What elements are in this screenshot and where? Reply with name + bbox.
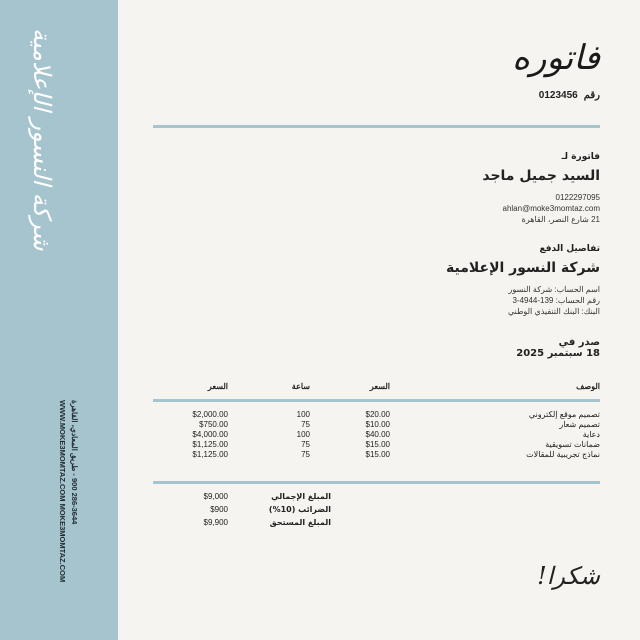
header-description: الوصف [576,382,600,391]
bill-to-section [482,152,600,225]
sidebar-contact-line1: 286-3644 900 - طريق المعادي، القاهرة [70,400,79,525]
row-description: تصميم موقع إلكتروني [528,410,600,419]
tax-label: الضرائب (10%) [268,505,331,514]
header-amount: السعر [207,382,228,391]
row-amount: $1,125.00 [192,440,228,449]
row-description: تصميم شعار [559,420,600,429]
bill-to-phone: 0122297095 [555,193,600,202]
row-qty: 100 [296,430,310,439]
tax-row [153,505,600,518]
payment-bank: البنك: البنك التنفيذي الوطني [507,307,600,316]
issued-label: صدر في [558,337,600,348]
bill-to-address: 21 شارع النصر، القاهرة [521,215,600,224]
table-row [153,440,600,449]
divider-totals [153,481,600,484]
sidebar-contact [56,400,80,582]
due-label: المبلغ المستحق [269,518,331,527]
row-price: $10.00 [365,420,390,429]
invoice-title: فاتوره [512,38,600,78]
invoice-main [118,0,640,640]
issued-date: 18 سبتمبر 2025 [516,348,600,359]
row-description: نماذج تجريبية للمقالات [526,450,600,459]
due-row [153,518,600,531]
table-header [153,382,600,396]
table-row [153,430,600,439]
payment-account-name: اسم الحساب: شركة النسور [508,285,600,294]
row-description: دعاية [582,430,600,439]
bill-to-name: السيد جميل ماجد [482,168,600,184]
row-price: $15.00 [365,450,390,459]
row-amount: $750.00 [199,420,228,429]
bill-to-email: ahlan@moke3momtaz.com [502,204,600,213]
invoice-number-value: 0123456 [538,90,578,101]
payment-label: تفاصيل الدفع [539,244,600,254]
subtotal-label: المبلغ الإجمالي [271,492,331,501]
issued-section [516,337,600,359]
divider-top [153,125,600,128]
table-row [153,450,600,459]
table-row [153,410,600,419]
row-price: $20.00 [365,410,390,419]
row-price: $15.00 [365,440,390,449]
invoice-number-label: رقم [583,90,600,101]
header-price: السعر [369,382,390,391]
due-value: $9,900 [203,518,228,527]
sidebar [0,0,118,640]
subtotal-value: $9,000 [203,492,228,501]
table-row [153,420,600,429]
totals-section [153,492,600,537]
row-qty: 75 [301,450,310,459]
subtotal-row [153,492,600,505]
row-qty: 75 [301,440,310,449]
divider-table-header [153,399,600,402]
row-price: $40.00 [365,430,390,439]
row-amount: $2,000.00 [192,410,228,419]
row-qty: 100 [296,410,310,419]
row-description: ضمانات تسويقية [545,440,600,449]
row-amount: $1,125.00 [192,450,228,459]
thanks-note: شكرا! [537,562,600,590]
payment-company: شركة النسور الإعلامية [446,260,600,276]
sidebar-brand: شركة النسور الإعلامية [28,28,56,251]
sidebar-contact-line2: WWW.MOKE3MOMTAZ.COM MOKE3MOMTAZ.COM [58,400,67,583]
items-table [153,382,600,472]
tax-value: $900 [210,505,228,514]
header-qty: ساعة [291,382,310,391]
row-qty: 75 [301,420,310,429]
row-amount: $4,000.00 [192,430,228,439]
payment-account-number: رقم الحساب: 139-4944-3 [512,296,600,305]
bill-to-label: فاتورة لـ [561,152,600,162]
invoice-number [539,90,600,101]
payment-section [446,244,600,317]
